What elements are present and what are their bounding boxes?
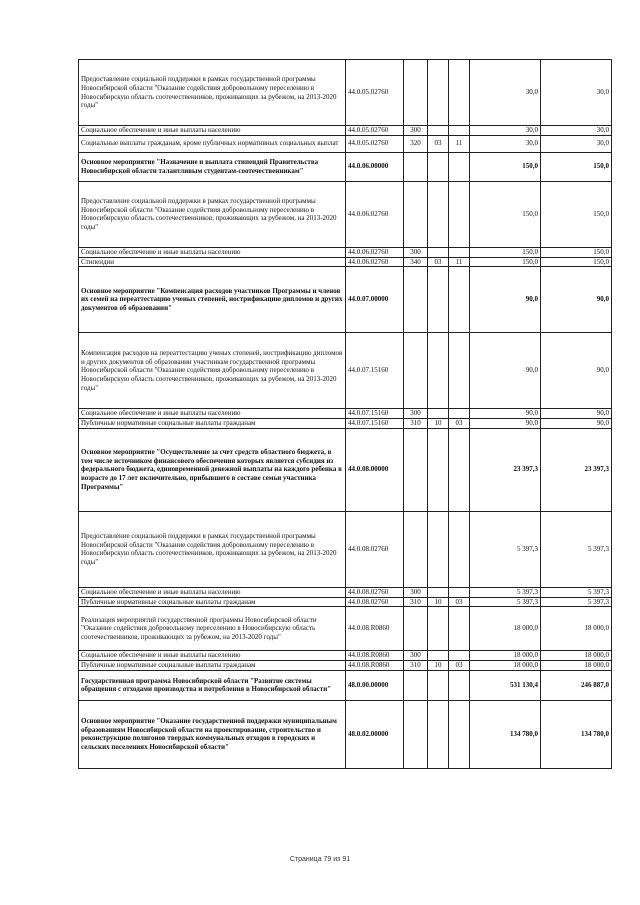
- expense-type: [404, 607, 428, 651]
- target-code: 44.0.05.02760: [346, 135, 404, 152]
- subsection-code: 03: [449, 419, 470, 429]
- row-name: Предоставление социальной поддержки в рамках государственной программы Новосибирской области "Оказание содействия добровольному переселению в Новосибирскую область соотечественников, проживающих за рубежом, на 2013-2020 годы": [79, 181, 346, 247]
- expense-type: 320: [404, 135, 428, 152]
- table-body: [79, 60, 612, 769]
- subsection-code: [449, 60, 470, 126]
- subsection-code: 03: [449, 661, 470, 671]
- target-code: 44.0.07.00000: [346, 267, 404, 333]
- target-code: 48.0.02.00000: [346, 700, 404, 768]
- table-row: [79, 511, 612, 587]
- section-code: [428, 409, 449, 419]
- row-name: Основное мероприятие "Назначение и выплата стипендий Правительства Новосибирской области талантливым студентам-соотечественникам": [79, 152, 346, 181]
- amount-year-2: 5 397,3: [541, 597, 612, 607]
- expense-type: [404, 152, 428, 181]
- section-code: [428, 700, 449, 768]
- table-row: [79, 152, 612, 181]
- amount-year-1: 150,0: [470, 152, 541, 181]
- expense-type: [404, 267, 428, 333]
- row-name: Предоставление социальной поддержки в рамках государственной программы Новосибирской области "Оказание содействия добровольному переселению в Новосибирскую область соотечественников, проживающих за рубежом, на 2013-2020 годы": [79, 511, 346, 587]
- row-name: Реализация мероприятий государственной программы Новосибирской области "Оказание содействия добровольному переселению в Новосибирскую область соотечественников, проживающих за рубежом, на 2013-2020 годы": [79, 607, 346, 651]
- table-row: [79, 267, 612, 333]
- expense-type: [404, 428, 428, 511]
- expense-type: 310: [404, 597, 428, 607]
- table-row: [79, 700, 612, 768]
- target-code: 44.0.06.00000: [346, 152, 404, 181]
- expense-type: 300: [404, 126, 428, 136]
- section-code: [428, 60, 449, 126]
- expense-type: [404, 333, 428, 409]
- target-code: 44.0.08.02760: [346, 587, 404, 597]
- amount-year-1: 30,0: [470, 135, 541, 152]
- expense-type: 300: [404, 651, 428, 661]
- row-name: Социальное обеспечение и иные выплаты населению: [79, 247, 346, 257]
- page-number: Страница 79 из 91: [289, 856, 351, 863]
- amount-year-1: 18 000,0: [470, 651, 541, 661]
- amount-year-2: 5 397,3: [541, 511, 612, 587]
- section-code: [428, 587, 449, 597]
- amount-year-1: 5 397,3: [470, 587, 541, 597]
- target-code: 44.0.06.02760: [346, 181, 404, 247]
- subsection-code: [449, 267, 470, 333]
- amount-year-1: 30,0: [470, 126, 541, 136]
- target-code: 44.0.06.02760: [346, 257, 404, 267]
- amount-year-1: 150,0: [470, 181, 541, 247]
- amount-year-1: 531 130,4: [470, 670, 541, 700]
- table-row: [79, 60, 612, 126]
- amount-year-2: 30,0: [541, 126, 612, 136]
- expense-type: [404, 700, 428, 768]
- subsection-code: 11: [449, 135, 470, 152]
- row-name: Социальное обеспечение и иные выплаты населению: [79, 651, 346, 661]
- table-row: [79, 181, 612, 247]
- table-row: [79, 428, 612, 511]
- subsection-code: [449, 333, 470, 409]
- row-name: Социальное обеспечение и иные выплаты населению: [79, 587, 346, 597]
- row-name: Стипендии: [79, 257, 346, 267]
- table-row: [79, 651, 612, 661]
- target-code: 44.0.08.00000: [346, 428, 404, 511]
- section-code: [428, 607, 449, 651]
- expense-type: 340: [404, 257, 428, 267]
- amount-year-2: 18 000,0: [541, 607, 612, 651]
- expense-type: [404, 670, 428, 700]
- target-code: 44.0.05.02760: [346, 126, 404, 136]
- row-name: Основное мероприятие "Оказание государственной поддержки муниципальным образованиям Новосибирской области на проектирование, строительство и реконструкцию полигонов твердых коммунальных отходов в городских и сельских поселениях Новосибирской области": [79, 700, 346, 768]
- subsection-code: [449, 181, 470, 247]
- subsection-code: 03: [449, 597, 470, 607]
- row-name: Государственная программа Новосибирской области "Развитие системы обращения с отходами производства и потребления в Новосибирской области": [79, 670, 346, 700]
- target-code: 44.0.08.R0860: [346, 661, 404, 671]
- amount-year-2: 30,0: [541, 135, 612, 152]
- target-code: 44.0.07.15160: [346, 419, 404, 429]
- expense-type: [404, 181, 428, 247]
- subsection-code: [449, 428, 470, 511]
- section-code: 03: [428, 135, 449, 152]
- section-code: [428, 333, 449, 409]
- section-code: 10: [428, 661, 449, 671]
- table-row: [79, 409, 612, 419]
- amount-year-1: 23 397,3: [470, 428, 541, 511]
- target-code: 44.0.06.02760: [346, 247, 404, 257]
- target-code: 44.0.07.15160: [346, 333, 404, 409]
- subsection-code: [449, 670, 470, 700]
- subsection-code: [449, 587, 470, 597]
- subsection-code: [449, 247, 470, 257]
- amount-year-2: 18 000,0: [541, 661, 612, 671]
- table-row: [79, 661, 612, 671]
- subsection-code: [449, 700, 470, 768]
- expense-type: 310: [404, 419, 428, 429]
- expense-type: 300: [404, 587, 428, 597]
- expense-type: [404, 511, 428, 587]
- target-code: 44.0.08.02760: [346, 511, 404, 587]
- amount-year-1: 150,0: [470, 257, 541, 267]
- section-code: [428, 152, 449, 181]
- section-code: 10: [428, 597, 449, 607]
- subsection-code: [449, 152, 470, 181]
- row-name: Основное мероприятие "Осуществление за счет средств областного бюджета, в том числе источником финансового обеспечения которых является субсидия из федерального бюджета, единовременной денежной выплаты на каждого ребенка в возрасте до 17 лет включительно, прибывшего в составе семьи участника Программы": [79, 428, 346, 511]
- subsection-code: [449, 409, 470, 419]
- amount-year-2: 246 887,0: [541, 670, 612, 700]
- section-code: [428, 247, 449, 257]
- table-row: [79, 257, 612, 267]
- amount-year-2: 150,0: [541, 247, 612, 257]
- target-code: 44.0.07.15160: [346, 409, 404, 419]
- row-name: Социальное обеспечение и иные выплаты населению: [79, 409, 346, 419]
- amount-year-2: 30,0: [541, 60, 612, 126]
- row-name: Основное мероприятие "Компенсация расходов участников Программы и членов их семей на переаттестацию ученых степеней, нострификацию дипломов и других документов об образовании": [79, 267, 346, 333]
- amount-year-1: 5 397,3: [470, 511, 541, 587]
- section-code: [428, 511, 449, 587]
- table-row: [79, 333, 612, 409]
- row-name: Публичные нормативные социальные выплаты гражданам: [79, 597, 346, 607]
- row-name: Компенсация расходов на переаттестацию ученых степеней, нострификацию дипломов и других документов об образовании участникам государственной программы Новосибирской области "Оказание содействия добровольному переселению в Новосибирскую область соотечественников, проживающих за рубежом, на 2013-2020 годы": [79, 333, 346, 409]
- section-code: [428, 126, 449, 136]
- amount-year-2: 18 000,0: [541, 651, 612, 661]
- table-row: [79, 247, 612, 257]
- amount-year-2: 90,0: [541, 267, 612, 333]
- amount-year-2: 90,0: [541, 409, 612, 419]
- section-code: [428, 181, 449, 247]
- budget-table: [78, 59, 612, 769]
- target-code: 44.0.08.R0860: [346, 651, 404, 661]
- amount-year-2: 150,0: [541, 152, 612, 181]
- amount-year-1: 18 000,0: [470, 607, 541, 651]
- subsection-code: [449, 126, 470, 136]
- target-code: 44.0.08.R0860: [346, 607, 404, 651]
- amount-year-2: 134 780,0: [541, 700, 612, 768]
- section-code: 03: [428, 257, 449, 267]
- target-code: 44.0.08.02760: [346, 597, 404, 607]
- table-row: [79, 126, 612, 136]
- table-row: [79, 607, 612, 651]
- amount-year-1: 90,0: [470, 267, 541, 333]
- amount-year-1: 150,0: [470, 247, 541, 257]
- table-row: [79, 597, 612, 607]
- amount-year-1: 18 000,0: [470, 661, 541, 671]
- table-row: [79, 670, 612, 700]
- row-name: Социальные выплаты гражданам, кроме публичных нормативных социальных выплат: [79, 135, 346, 152]
- table-row: [79, 587, 612, 597]
- row-name: Предоставление социальной поддержки в рамках государственной программы Новосибирской области "Оказание содействия добровольному переселению в Новосибирскую область соотечественников, проживающих за рубежом, на 2013-2020 годы": [79, 60, 346, 126]
- row-name: Публичные нормативные социальные выплаты гражданам: [79, 661, 346, 671]
- expense-type: 310: [404, 661, 428, 671]
- subsection-code: [449, 651, 470, 661]
- amount-year-2: 150,0: [541, 257, 612, 267]
- table-row: [79, 135, 612, 152]
- table-row: [79, 419, 612, 429]
- section-code: [428, 651, 449, 661]
- amount-year-1: 134 780,0: [470, 700, 541, 768]
- section-code: 10: [428, 419, 449, 429]
- amount-year-1: 30,0: [470, 60, 541, 126]
- expense-type: 300: [404, 247, 428, 257]
- row-name: Публичные нормативные социальные выплаты гражданам: [79, 419, 346, 429]
- target-code: 44.0.05.02760: [346, 60, 404, 126]
- section-code: [428, 267, 449, 333]
- amount-year-1: 90,0: [470, 419, 541, 429]
- expense-type: [404, 60, 428, 126]
- amount-year-1: 90,0: [470, 409, 541, 419]
- amount-year-2: 90,0: [541, 419, 612, 429]
- expense-type: 300: [404, 409, 428, 419]
- row-name: Социальное обеспечение и иные выплаты населению: [79, 126, 346, 136]
- amount-year-2: 23 397,3: [541, 428, 612, 511]
- amount-year-1: 5 397,3: [470, 597, 541, 607]
- section-code: [428, 670, 449, 700]
- target-code: 48.0.00.00000: [346, 670, 404, 700]
- amount-year-1: 90,0: [470, 333, 541, 409]
- subsection-code: [449, 607, 470, 651]
- amount-year-2: 150,0: [541, 181, 612, 247]
- section-code: [428, 428, 449, 511]
- amount-year-2: 5 397,3: [541, 587, 612, 597]
- amount-year-2: 90,0: [541, 333, 612, 409]
- subsection-code: [449, 511, 470, 587]
- subsection-code: 11: [449, 257, 470, 267]
